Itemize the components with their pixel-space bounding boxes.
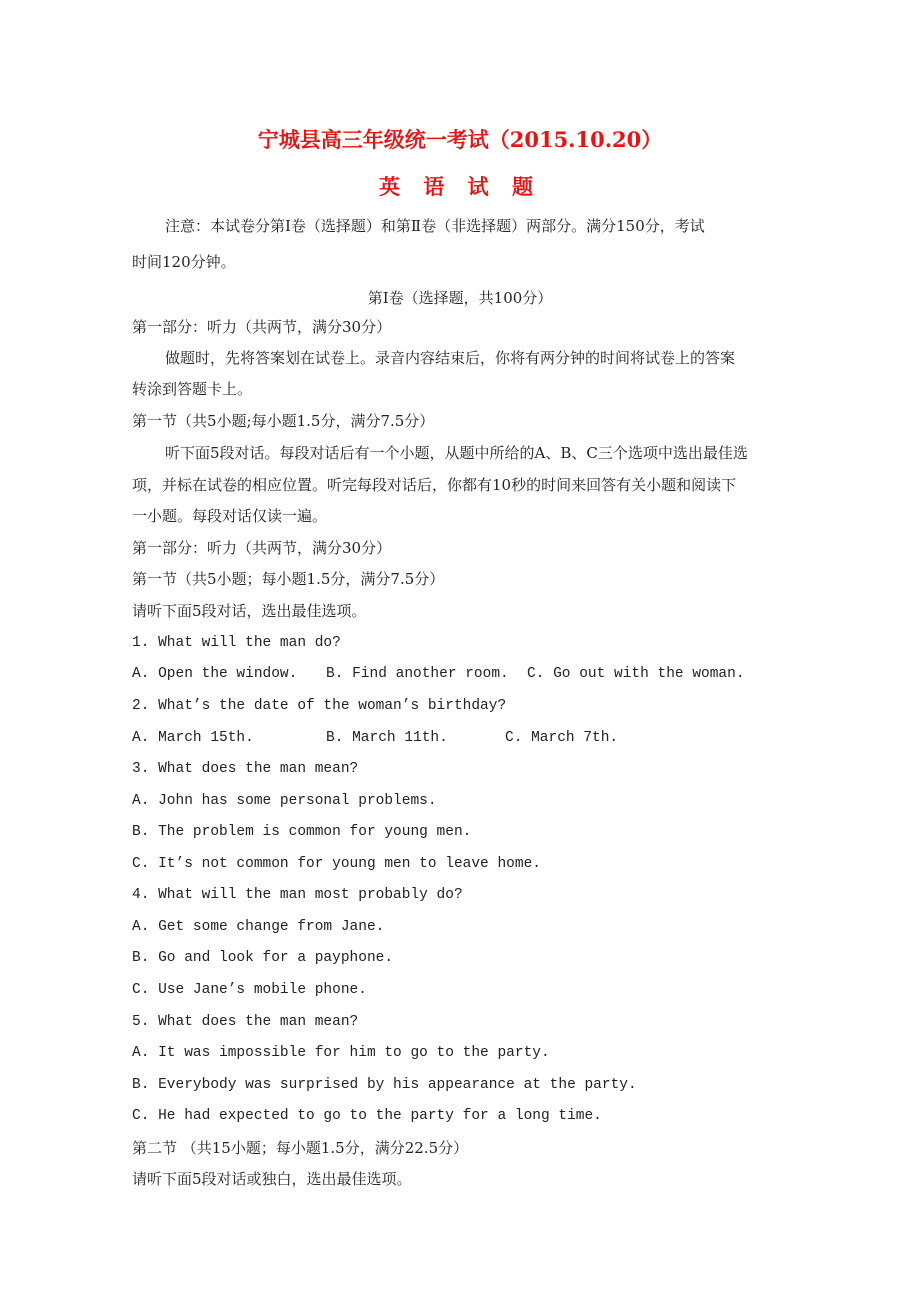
option-b: B. Go and look for a payphone. [132,950,394,966]
section-heading: 第一节（共5小题;每小题1.5分，满分7.5分） [132,412,435,430]
question-2: 2. What’s the date of the woman’s birthday? [132,698,507,714]
part-heading: 第一部分：听力（共两节，满分30分） [132,539,392,557]
instruction-line: 请听下面5段对话或独白，选出最佳选项。 [132,1170,412,1188]
notice-line: 时间120分钟。 [132,253,236,271]
option-b: B. The problem is common for young men. [132,824,472,840]
option-b: B. March 11th. [326,730,448,746]
question-5: 5. What does the man mean? [132,1014,359,1030]
option-c: C. He had expected to go to the party for a long time. [132,1108,602,1124]
option-a: A. March 15th. [132,730,254,746]
option-a: A. Open the window. [132,666,298,682]
section-heading: 第二节 （共15小题；每小题1.5分，满分22.5分） [132,1139,469,1157]
volume-heading: 第Ⅰ卷（选择题，共100分） [367,289,553,307]
question-1: 1. What will the man do? [132,635,341,651]
question-3: 3. What does the man mean? [132,761,359,777]
instruction-line: 请听下面5段对话，选出最佳选项。 [132,602,367,620]
instruction-line: 项，并标在试卷的相应位置。听完每段对话后，你都有10秒的时间来回答有关小题和阅读下 [132,476,737,494]
option-a: A. It was impossible for him to go to the party. [132,1045,550,1061]
instruction-line: 听下面5段对话。每段对话后有一个小题，从题中所给的A、B、C三个选项中选出最佳选 [165,444,748,462]
instruction-line: 一小题。每段对话仅读一遍。 [132,507,328,525]
option-a: A. Get some change from Jane. [132,919,385,935]
option-b: B. Everybody was surprised by his appearance at the party. [132,1077,637,1093]
option-c: C. March 7th. [505,730,619,746]
option-c: C. Use Jane’s mobile phone. [132,982,367,998]
options-2 [132,726,832,750]
notice-line: 注意：本试卷分第Ⅰ卷（选择题）和第Ⅱ卷（非选择题）两部分。满分150分，考试 [165,217,705,235]
part-heading: 第一部分：听力（共两节，满分30分） [132,318,392,336]
option-c: C. It’s not common for young men to leave home. [132,856,541,872]
option-b: B. Find another room. [326,666,509,682]
instruction-line: 做题时，先将答案划在试卷上。录音内容结束后，你将有两分钟的时间将试卷上的答案 [165,349,736,367]
question-4: 4. What will the man most probably do? [132,887,463,903]
section-heading: 第一节（共5小题；每小题1.5分，满分7.5分） [132,570,445,588]
exam-title: 宁城县高三年级统一考试（2015.10.20） [257,127,663,152]
options-1 [132,662,832,686]
option-c: C. Go out with the woman. [527,666,745,682]
instruction-line: 转涂到答题卡上。 [132,380,253,398]
option-a: A. John has some personal problems. [132,793,437,809]
exam-subtitle: 英 语 试 题 [379,174,541,199]
